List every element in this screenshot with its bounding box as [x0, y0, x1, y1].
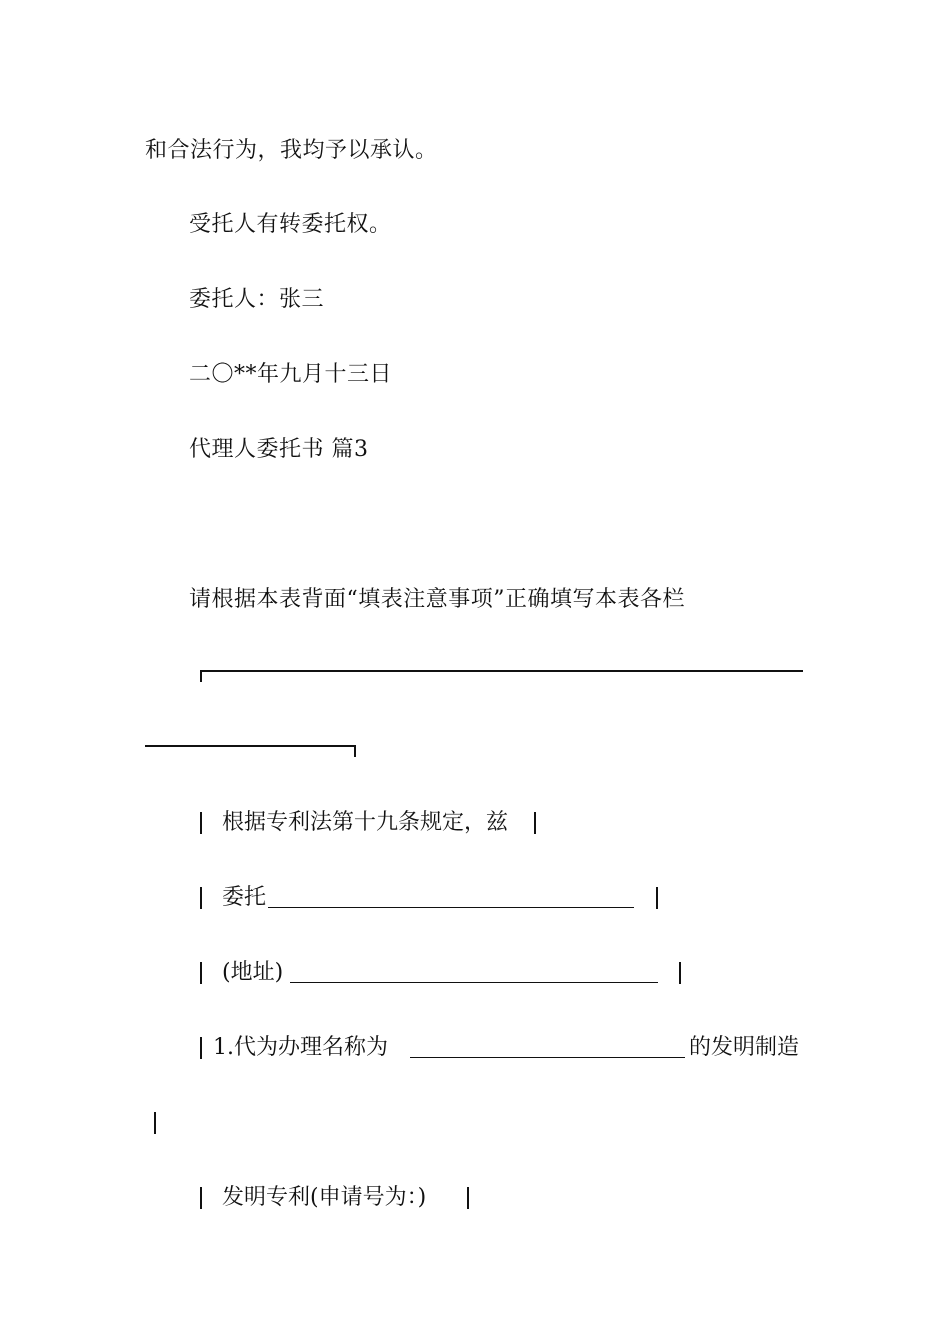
- paragraph-continuation: 和合法行为，我均予以承认。: [145, 138, 438, 163]
- form-right-border: [467, 1187, 469, 1209]
- form-left-border: [200, 1037, 202, 1059]
- principal-signature: 委托人：张三: [189, 287, 325, 312]
- section-heading: 代理人委托书 篇3: [189, 437, 369, 462]
- signature-date: 二〇**年九月十三日: [189, 362, 393, 387]
- form-right-border-wrap: [154, 1112, 156, 1134]
- form-row-patent-law: 根据专利法第十九条规定，兹: [222, 810, 509, 835]
- form-left-border: [200, 1187, 202, 1209]
- form-top-right-corner: [354, 745, 356, 757]
- form-row-item-1-suffix: 的发明制造: [689, 1035, 800, 1060]
- form-top-border-wrap: [145, 745, 356, 747]
- invention-name-blank-field[interactable]: [410, 1057, 685, 1058]
- paragraph-sub-delegation: 受托人有转委托权。: [189, 212, 392, 237]
- form-row-application-number: 发明专利(申请号为：): [222, 1185, 427, 1210]
- form-left-border: [200, 887, 202, 909]
- form-row-address-label: (地址): [222, 960, 284, 985]
- form-left-border: [200, 812, 202, 834]
- form-right-border: [534, 812, 536, 834]
- form-row-item-1-label: 1.代为办理名称为: [213, 1035, 388, 1060]
- form-top-border: [200, 670, 803, 672]
- entrust-blank-field[interactable]: [268, 907, 634, 908]
- form-instruction: 请根据本表背面“填表注意事项”正确填写本表各栏: [189, 587, 685, 612]
- form-row-entrust-label: 委托: [222, 885, 267, 910]
- form-top-left-corner: [200, 670, 202, 682]
- form-right-border: [679, 962, 681, 984]
- form-right-border: [656, 887, 658, 909]
- address-blank-field[interactable]: [290, 982, 658, 983]
- form-left-border: [200, 962, 202, 984]
